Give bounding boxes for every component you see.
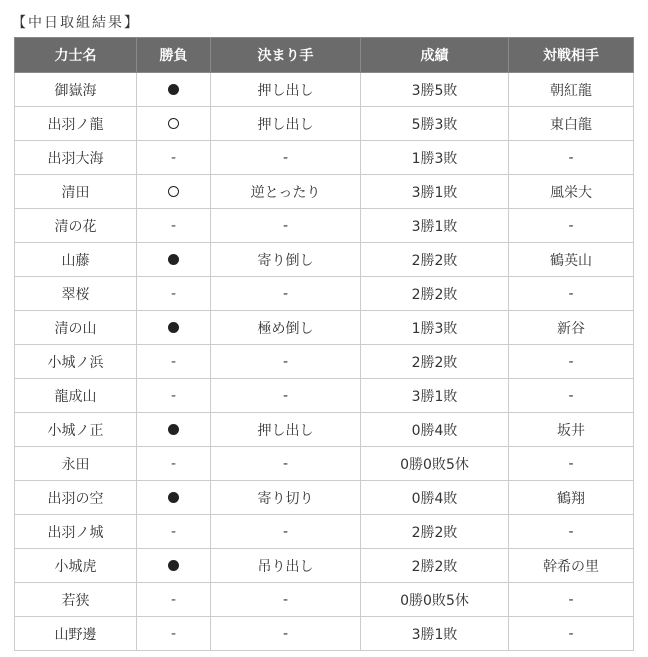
kimarite-cell: 逆とったり [211, 175, 361, 209]
kimarite-cell: 吊り出し [211, 549, 361, 583]
record-cell: 0勝4敗 [361, 413, 509, 447]
kimarite-cell: - [211, 447, 361, 481]
kimarite-cell: - [211, 583, 361, 617]
rikishi-name-cell: 永田 [15, 447, 137, 481]
record-cell: 0勝0敗5休 [361, 447, 509, 481]
result-cell [137, 583, 211, 617]
no-bout-dash: - [170, 455, 177, 472]
record-cell: 0勝0敗5休 [361, 583, 509, 617]
table-row [15, 413, 634, 447]
table-row [15, 311, 634, 345]
kimarite-cell: - [211, 345, 361, 379]
opponent-cell: - [509, 515, 634, 549]
rikishi-name-cell: 御嶽海 [15, 73, 137, 107]
result-cell [137, 345, 211, 379]
opponent-cell: - [509, 209, 634, 243]
table-caption: 【中日取組結果】 [12, 15, 140, 31]
rikishi-name-cell: 翠桜 [15, 277, 137, 311]
opponent-cell: 新谷 [509, 311, 634, 345]
kimarite-cell: 寄り切り [211, 481, 361, 515]
record-cell: 2勝2敗 [361, 549, 509, 583]
kimarite-cell: 寄り倒し [211, 243, 361, 277]
rikishi-name-cell: 若狭 [15, 583, 137, 617]
record-cell: 2勝2敗 [361, 515, 509, 549]
no-bout-dash: - [170, 353, 177, 370]
kimarite-cell: - [211, 141, 361, 175]
opponent-cell: 東白龍 [509, 107, 634, 141]
record-cell: 3勝5敗 [361, 73, 509, 107]
opponent-cell: 鶴翔 [509, 481, 634, 515]
header-opponent: 対戦相手 [509, 38, 634, 73]
kimarite-cell: - [211, 209, 361, 243]
rikishi-name-cell: 出羽ノ城 [15, 515, 137, 549]
record-cell: 0勝4敗 [361, 481, 509, 515]
table-row [15, 515, 634, 549]
result-cell [137, 175, 211, 209]
result-cell [137, 209, 211, 243]
kimarite-cell: - [211, 277, 361, 311]
rikishi-name-cell: 清の山 [15, 311, 137, 345]
record-cell: 1勝3敗 [361, 141, 509, 175]
header-rikishi: 力士名 [15, 38, 137, 73]
loss-circle-icon [168, 84, 179, 95]
table-header [15, 38, 634, 73]
table-row [15, 481, 634, 515]
table-row [15, 175, 634, 209]
table-row [15, 617, 634, 651]
header-row [15, 38, 634, 73]
kimarite-cell: - [211, 617, 361, 651]
win-circle-icon [168, 186, 179, 197]
rikishi-name-cell: 出羽の空 [15, 481, 137, 515]
rikishi-name-cell: 龍成山 [15, 379, 137, 413]
header-kimarite: 決まり手 [211, 38, 361, 73]
table-row [15, 549, 634, 583]
rikishi-name-cell: 清田 [15, 175, 137, 209]
result-cell [137, 549, 211, 583]
result-cell [137, 141, 211, 175]
opponent-cell: 朝紅龍 [509, 73, 634, 107]
rikishi-name-cell: 山野邊 [15, 617, 137, 651]
opponent-cell: - [509, 617, 634, 651]
loss-circle-icon [168, 322, 179, 333]
rikishi-name-cell: 小城ノ浜 [15, 345, 137, 379]
header-record: 成績 [361, 38, 509, 73]
result-cell [137, 243, 211, 277]
opponent-cell: - [509, 345, 634, 379]
opponent-cell: - [509, 141, 634, 175]
table-row [15, 583, 634, 617]
result-cell [137, 107, 211, 141]
kimarite-cell: 押し出し [211, 107, 361, 141]
result-cell [137, 277, 211, 311]
no-bout-dash: - [170, 285, 177, 302]
result-cell [137, 73, 211, 107]
kimarite-cell: - [211, 379, 361, 413]
rikishi-name-cell: 出羽大海 [15, 141, 137, 175]
kimarite-cell: 押し出し [211, 73, 361, 107]
opponent-cell: - [509, 447, 634, 481]
no-bout-dash: - [170, 387, 177, 404]
rikishi-name-cell: 小城虎 [15, 549, 137, 583]
table-row [15, 277, 634, 311]
table-row [15, 345, 634, 379]
record-cell: 1勝3敗 [361, 311, 509, 345]
kimarite-cell: 極め倒し [211, 311, 361, 345]
results-table [14, 37, 634, 651]
opponent-cell: - [509, 583, 634, 617]
table-row [15, 73, 634, 107]
table-row [15, 107, 634, 141]
opponent-cell: 幹希の里 [509, 549, 634, 583]
result-cell [137, 481, 211, 515]
loss-circle-icon [168, 492, 179, 503]
table-body [15, 73, 634, 651]
result-cell [137, 515, 211, 549]
opponent-cell: - [509, 277, 634, 311]
loss-circle-icon [168, 560, 179, 571]
win-circle-icon [168, 118, 179, 129]
table-row [15, 447, 634, 481]
opponent-cell: 風栄大 [509, 175, 634, 209]
record-cell: 3勝1敗 [361, 379, 509, 413]
loss-circle-icon [168, 424, 179, 435]
record-cell: 3勝1敗 [361, 175, 509, 209]
table-row [15, 379, 634, 413]
opponent-cell: - [509, 379, 634, 413]
rikishi-name-cell: 山藤 [15, 243, 137, 277]
result-cell [137, 413, 211, 447]
record-cell: 2勝2敗 [361, 243, 509, 277]
table-row [15, 243, 634, 277]
kimarite-cell: 押し出し [211, 413, 361, 447]
result-cell [137, 379, 211, 413]
record-cell: 5勝3敗 [361, 107, 509, 141]
record-cell: 3勝1敗 [361, 617, 509, 651]
result-cell [137, 311, 211, 345]
opponent-cell: 坂井 [509, 413, 634, 447]
loss-circle-icon [168, 254, 179, 265]
kimarite-cell: - [211, 515, 361, 549]
table-row [15, 209, 634, 243]
no-bout-dash: - [170, 591, 177, 608]
rikishi-name-cell: 出羽ノ龍 [15, 107, 137, 141]
result-cell [137, 447, 211, 481]
record-cell: 2勝2敗 [361, 277, 509, 311]
rikishi-name-cell: 小城ノ正 [15, 413, 137, 447]
no-bout-dash: - [170, 523, 177, 540]
no-bout-dash: - [170, 149, 177, 166]
no-bout-dash: - [170, 625, 177, 642]
result-cell [137, 617, 211, 651]
opponent-cell: 鶴英山 [509, 243, 634, 277]
no-bout-dash: - [170, 217, 177, 234]
header-result: 勝負 [137, 38, 211, 73]
table-row [15, 141, 634, 175]
record-cell: 3勝1敗 [361, 209, 509, 243]
rikishi-name-cell: 清の花 [15, 209, 137, 243]
record-cell: 2勝2敗 [361, 345, 509, 379]
